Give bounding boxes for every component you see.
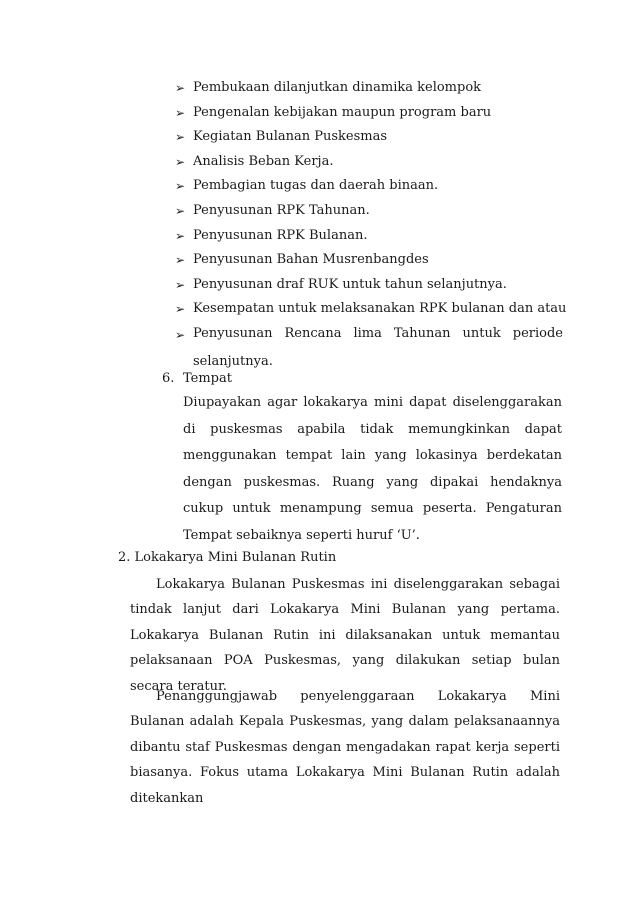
list-item: [175, 224, 563, 249]
arrow-bullet-icon: ➢: [175, 203, 186, 218]
list-item-text: Kegiatan Bulanan Puskesmas: [193, 129, 388, 145]
list-item: [175, 199, 563, 224]
list-item: [175, 297, 567, 322]
list-item: [175, 150, 563, 175]
list-item: [175, 76, 563, 101]
section-title: 2. Lokakarya Mini Bulanan Rutin: [118, 550, 337, 565]
arrow-bullet-icon: ➢: [175, 228, 186, 243]
arrow-bullet-icon: ➢: [175, 130, 186, 145]
section-paragraph: Penanggungjawab penyelenggaraan Lokakarya Mini Bulanan adalah Kepala Puskesmas, yang dalam pelaksanaannya dibantu staf Puskesmas dengan mengadakan rapat kerja seperti biasanya. Fokus utama Lokakarya Mini Bulanan Rutin adalah ditekankan: [130, 689, 560, 806]
arrow-bullet-icon: ➢: [175, 81, 186, 95]
list-item-text: Penyusunan Rencana lima Tahunan untuk periode selanjutnya.: [193, 325, 563, 369]
list-item-text: Kesempatan untuk melaksanakan RPK bulanan dan atau: [193, 301, 567, 317]
list-item: [175, 273, 563, 298]
list-item-text: Penyusunan RPK Bulanan.: [193, 227, 368, 243]
arrow-bullet-icon: ➢: [175, 327, 186, 342]
list-item-text: Pembagian tugas dan daerah binaan.: [193, 178, 439, 194]
list-item-text: Penyusunan Bahan Musrenbangdes: [193, 252, 429, 268]
list-item-text: Pembukaan dilanjutkan dinamika kelompok: [193, 80, 482, 95]
arrow-bullet-icon: ➢: [175, 277, 186, 292]
list-item-text: Penyusunan RPK Tahunan.: [193, 202, 370, 218]
list-item-text: Penyusunan draf RUK untuk tahun selanjutnya.: [193, 276, 507, 292]
arrow-bullet-icon: ➢: [175, 105, 186, 120]
list-item-text: Analisis Beban Kerja.: [193, 153, 334, 169]
item-number: 6.: [162, 371, 175, 386]
list-item: [175, 320, 563, 376]
arrow-bullet-icon: ➢: [175, 253, 186, 268]
agenda-bullet-list: [175, 76, 567, 376]
list-item-text: Pengenalan kebijakan maupun program baru: [193, 104, 492, 120]
arrow-bullet-icon: ➢: [175, 302, 186, 317]
item-heading: Tempat: [183, 371, 232, 386]
arrow-bullet-icon: ➢: [175, 154, 186, 169]
list-item: [175, 174, 563, 199]
list-item: [175, 101, 563, 126]
list-item: [175, 248, 563, 273]
section-paragraph: Lokakarya Bulanan Puskesmas ini diselenggarakan sebagai tindak lanjut dari Lokakarya Mini Bulanan yang pertama. Lokakarya Bulanan Rutin ini dilaksanakan untuk memantau pelaksanaan POA Puskesmas, yang dilakukan setiap bulan secara teratur.: [130, 577, 560, 694]
arrow-bullet-icon: ➢: [175, 179, 186, 194]
list-item: [175, 125, 563, 150]
item-body-text: Diupayakan agar lokakarya mini dapat diselenggarakan di puskesmas apabila tidak memungkinkan dapat menggunakan tempat lain yang lokasinya berdekatan dengan puskesmas. Ruang yang dipakai hendaknya cukup untuk menampung semua peserta. Pengaturan Tempat sebaiknya seperti huruf ‘U’.: [183, 395, 562, 543]
